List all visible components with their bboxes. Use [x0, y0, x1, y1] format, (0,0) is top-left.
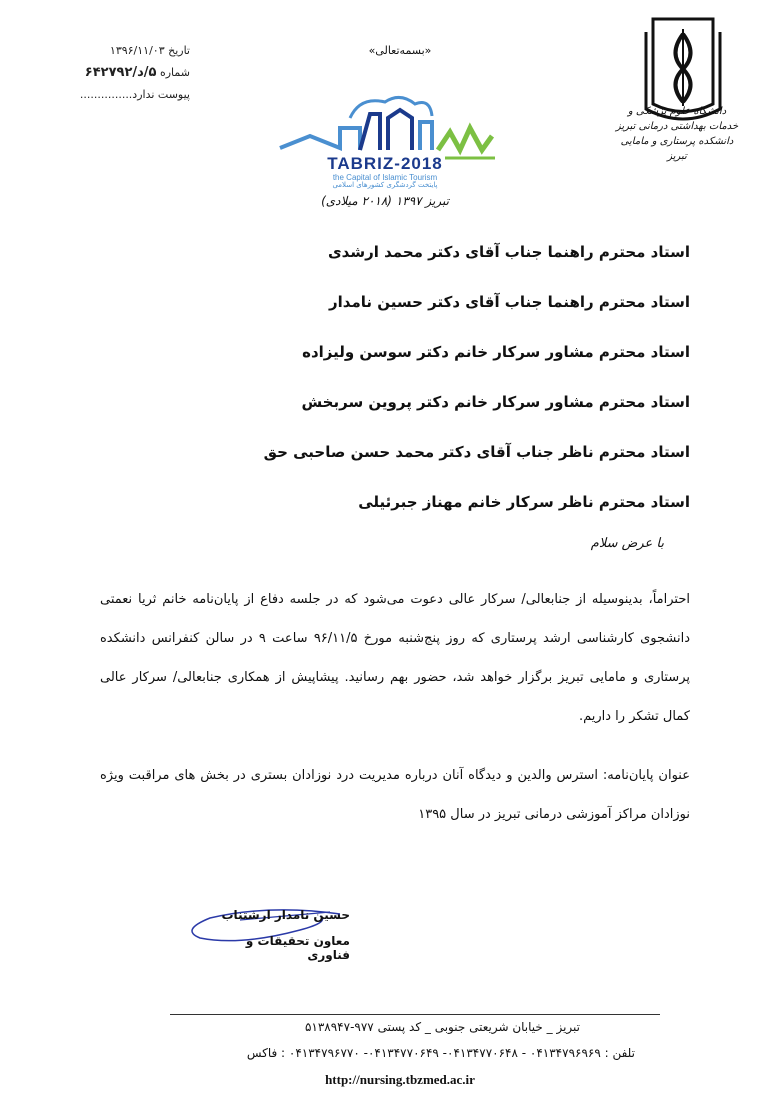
- tabriz-2018-subtitle: the Capital of Islamic Tourism: [332, 173, 438, 182]
- recipient-line: استاد محترم ناظر جناب آقای دکتر محمد حسن صاحبی حق: [263, 443, 690, 461]
- university-name: [612, 104, 742, 164]
- attachment-text: پیوست ندارد...............: [79, 88, 190, 101]
- date-value: ۱۳۹۶/۱۱/۰۳: [109, 44, 165, 57]
- attachment-row: [60, 84, 190, 106]
- footer-phones: تلفن : ۰۴۱۳۴۷۹۶۹۶۹ - ۰۴۱۳۴۷۷۰۶۴۸- ۰۴۱۳۴۷۷۰۶۴۹- ۰۴۱۳۴۷۹۶۷۷۰ : فاکس: [246, 1046, 635, 1060]
- number-row: [60, 62, 190, 84]
- letter-meta: [60, 40, 190, 106]
- number-value: ۵/د/۶۴۲۷۹۲: [84, 65, 157, 80]
- recipient-line: استاد محترم مشاور سرکار خانم دکتر پروین سربخش: [301, 393, 690, 411]
- tabriz-2018-subtitle-fa: پایتخت گردشگری کشورهای اسلامی: [332, 181, 438, 189]
- date-label: تاریخ: [168, 44, 190, 57]
- basmala: «بسمه‌تعالی»: [368, 44, 432, 57]
- recipient-list: [130, 236, 690, 536]
- recipient-line: استاد محترم مشاور سرکار خانم دکتر سوسن ولیزاده: [302, 343, 690, 361]
- number-label: شماره: [159, 66, 190, 79]
- thesis-title-paragraph: عنوان پایان‌نامه: استرس والدین و دیدگاه آنان درباره مدیریت درد نوزادان بستری در بخش های مراقبت ویژه نوزادان مراکز آموزشی درمانی تبریز در سال ۱۳۹۵: [100, 768, 690, 822]
- greeting: با عرض سلام: [590, 536, 664, 551]
- date-row: [60, 40, 190, 62]
- footer-website: http://nursing.tbzmed.ac.ir: [325, 1072, 475, 1087]
- signer-title: معاون تحقیقات و فناوری: [245, 934, 350, 962]
- tabriz-year-text: تبریز ۱۳۹۷ (۲۰۱۸ میلادی): [321, 194, 449, 208]
- footer-address: تبریز _ خیابان شریعتی جنوبی _ کد پستی ۹۷۷-۵۱۳۸۹۴۷: [304, 1020, 580, 1034]
- university-title: دانشگاه علوم پزشکی و خدمات بهداشتی درمانی تبریز: [615, 106, 739, 132]
- faculty-title: دانشکده پرستاری و مامایی تبریز: [620, 136, 734, 162]
- signer-name: حسین نامدار ارشتناب: [221, 908, 350, 922]
- recipient-line: استاد محترم ناظر سرکار خانم مهناز جبرئیلی: [358, 493, 690, 511]
- footer-divider: [170, 1014, 660, 1015]
- recipient-line: استاد محترم راهنما جناب آقای دکتر محمد ارشدی: [327, 243, 690, 261]
- recipient-line: استاد محترم راهنما جناب آقای دکتر حسین نامدار: [329, 293, 690, 311]
- invitation-paragraph: احتراماً، بدینوسیله از جنابعالی/ سرکار عالی دعوت می‌شود که در جلسه دفاع از پایان‌نامه خانم ثریا نعمتی دانشجوی کارشناسی ارشد پرستاری که روز پنج‌شنبه مورخ ۹۶/۱۱/۵ ساعت ۹ در سالن کنفرانس دانشکده پرستاری و مامایی تبریز برگزار خواهد شد، حضور بهم رسانید. پیشاپیش از همکاری جنابعالی/ سرکار عالی کمال تشکر را داریم.: [100, 592, 691, 724]
- tabriz-2018-title: TABRIZ-2018: [327, 154, 443, 173]
